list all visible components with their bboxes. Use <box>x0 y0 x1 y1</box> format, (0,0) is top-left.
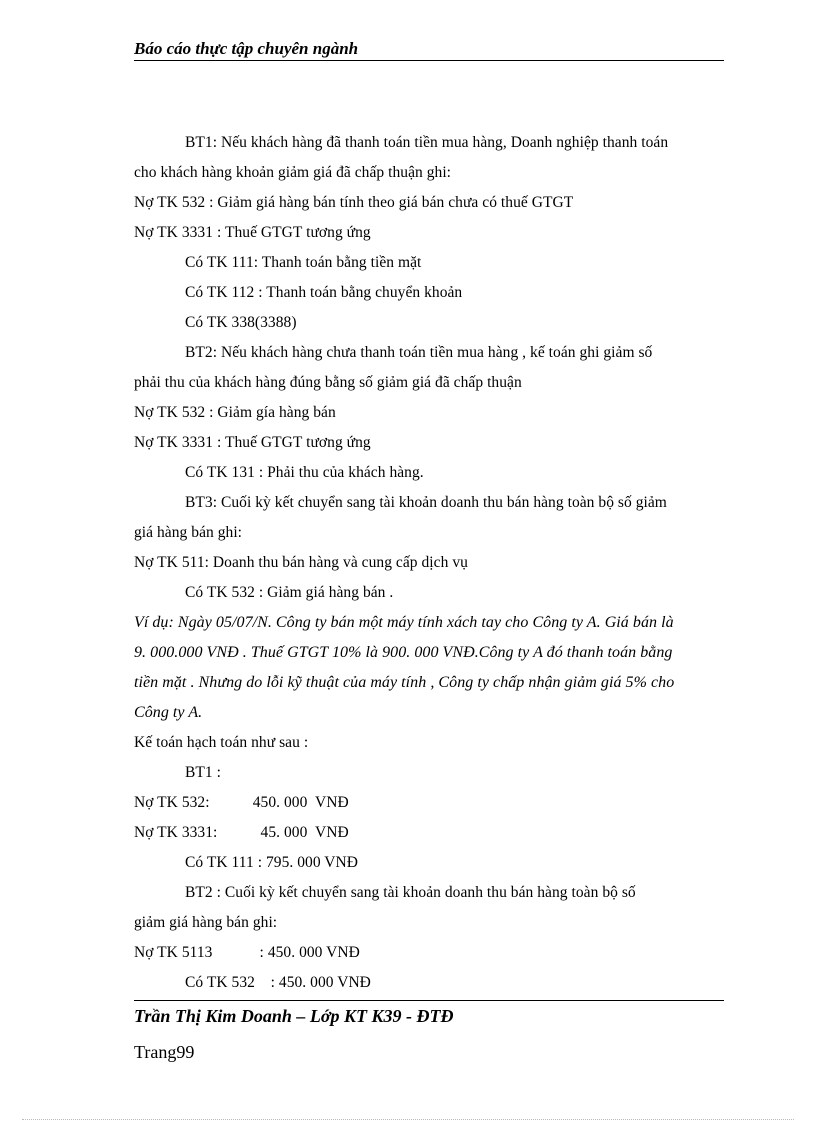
example-line-1: Ví dụ: Ngày 05/07/N. Công ty bán một máy tính xách tay cho Công ty A. Giá bán là <box>134 614 674 631</box>
example-bt1-label: BT1 : <box>185 764 221 781</box>
page-number: Trang99 <box>134 1042 195 1062</box>
example-debit-3331: Nợ TK 3331: 45. 000 VNĐ <box>134 824 349 841</box>
page-bottom-edge <box>22 1119 794 1120</box>
entry-debit-3331-bt2: Nợ TK 3331 : Thuế GTGT tương ứng <box>134 434 371 451</box>
example-bt2-intro: BT2 : Cuối kỳ kết chuyển sang tài khoản doanh thu bán hàng toàn bộ số <box>185 884 636 901</box>
page-header: Báo cáo thực tập chuyên ngành <box>134 38 724 61</box>
example-line-3: tiền mặt . Nhưng do lỗi kỹ thuật của máy tính , Công ty chấp nhận giảm giá 5% cho <box>134 674 675 691</box>
accounting-heading: Kế toán hạch toán như sau : <box>134 734 309 751</box>
example-debit-532: Nợ TK 532: 450. 000 VNĐ <box>134 794 349 811</box>
document-body <box>134 128 739 998</box>
example-debit-5113: Nợ TK 5113 : 450. 000 VNĐ <box>134 944 360 961</box>
entry-debit-3331: Nợ TK 3331 : Thuế GTGT tương ứng <box>134 224 371 241</box>
paragraph-bt1-intro: BT1: Nếu khách hàng đã thanh toán tiền mua hàng, Doanh nghiệp thanh toán <box>185 134 669 151</box>
example-credit-111: Có TK 111 : 795. 000 VNĐ <box>185 854 359 871</box>
entry-credit-112: Có TK 112 : Thanh toán bằng chuyển khoản <box>185 284 463 301</box>
example-bt2-intro-cont: giảm giá hàng bán ghi: <box>134 914 278 931</box>
entry-debit-532-bt2: Nợ TK 532 : Giảm gía hàng bán <box>134 404 336 421</box>
footer-author: Trần Thị Kim Doanh – Lớp KT K39 - ĐTĐ <box>134 1006 454 1026</box>
example-line-4: Công ty A. <box>134 704 203 721</box>
paragraph-bt1-intro-cont: cho khách hàng khoản giảm giá đã chấp thuận ghi: <box>134 164 452 181</box>
entry-credit-111: Có TK 111: Thanh toán bằng tiền mặt <box>185 254 422 271</box>
paragraph-bt3-intro-cont: giá hàng bán ghi: <box>134 524 243 541</box>
entry-credit-532: Có TK 532 : Giảm giá hàng bán . <box>185 584 394 601</box>
entry-credit-338: Có TK 338(3388) <box>185 314 297 331</box>
entry-credit-131: Có TK 131 : Phải thu của khách hàng. <box>185 464 424 481</box>
entry-debit-511: Nợ TK 511: Doanh thu bán hàng và cung cấp dịch vụ <box>134 554 468 571</box>
paragraph-bt2-intro: BT2: Nếu khách hàng chưa thanh toán tiền mua hàng , kế toán ghi giảm số <box>185 344 653 361</box>
entry-debit-532: Nợ TK 532 : Giảm giá hàng bán tính theo giá bán chưa có thuế GTGT <box>134 194 574 211</box>
paragraph-bt3-intro: BT3: Cuối kỳ kết chuyển sang tài khoản doanh thu bán hàng toàn bộ số giảm <box>185 494 667 511</box>
paragraph-bt2-intro-cont: phải thu của khách hàng đúng bằng số giảm giá đã chấp thuận <box>134 374 522 391</box>
example-credit-532: Có TK 532 : 450. 000 VNĐ <box>185 974 371 991</box>
footer-divider <box>134 1000 724 1001</box>
example-line-2: 9. 000.000 VNĐ . Thuế GTGT 10% là 900. 000 VNĐ.Công ty A đó thanh toán bằng <box>134 644 673 661</box>
